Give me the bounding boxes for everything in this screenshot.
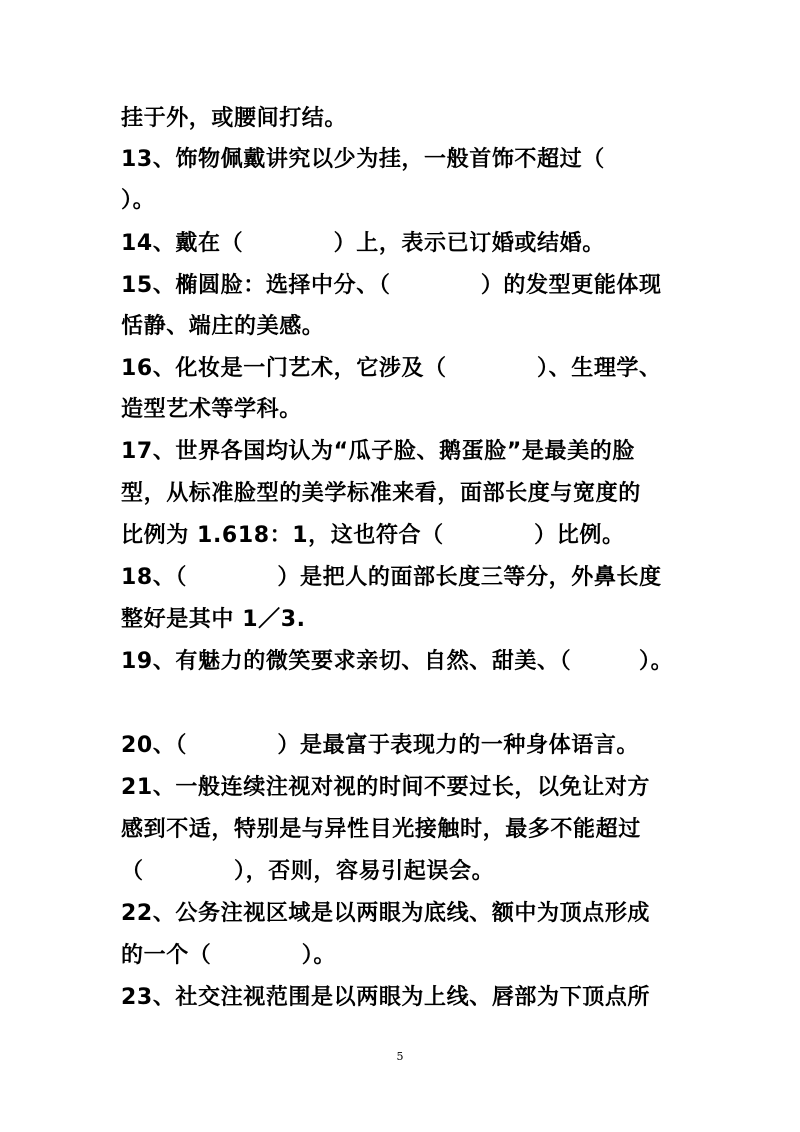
text-line: 挂于外，或腰间打结。 bbox=[121, 106, 348, 131]
text-line: 比例为 1.618：1，这也符合（ ）比例。 bbox=[121, 523, 625, 548]
text-line: 14、戴在（ ）上，表示已订婚或结婚。 bbox=[121, 231, 605, 256]
text-line: 17、世界各国均认为“瓜子脸、鹅蛋脸”是最美的脸 bbox=[121, 439, 635, 464]
text-line: 20、（ ）是最富于表现力的一种身体语言。 bbox=[121, 733, 640, 758]
page-number: 5 bbox=[396, 1050, 404, 1063]
text-line: 恬静、端庄的美感。 bbox=[121, 314, 325, 339]
text-line: 19、有魅力的微笑要求亲切、自然、甜美、（ ）。 bbox=[121, 649, 674, 674]
text-line: 18、（ ）是把人的面部长度三等分，外鼻长度 bbox=[121, 565, 662, 590]
text-line: ）。 bbox=[121, 188, 156, 213]
text-line: 22、公务注视区域是以两眼为底线、额中为顶点形成 bbox=[121, 901, 651, 926]
text-line: 21、一般连续注视对视的时间不要过长，以免让对方 bbox=[121, 775, 651, 800]
text-line: 16、化妆是一门艺术，它涉及（ ）、生理学、 bbox=[121, 356, 662, 381]
text-line: 整好是其中 1／3. bbox=[121, 607, 306, 632]
text-line: 型，从标准脸型的美学标准来看，面部长度与宽度的 bbox=[121, 481, 641, 506]
text-line: 感到不适，特别是与异性目光接触时，最多不能超过 bbox=[121, 817, 641, 842]
text-line: 造型艺术等学科。 bbox=[121, 397, 302, 422]
text-line: （ ），否则，容易引起误会。 bbox=[121, 859, 495, 884]
text-line: 13、饰物佩戴讲究以少为挂，一般首饰不超过（ bbox=[121, 147, 605, 172]
text-line: 15、椭圆脸：选择中分、（ ）的发型更能体现 bbox=[121, 273, 662, 298]
text-line: 23、社交注视范围是以两眼为上线、唇部为下顶点所 bbox=[121, 985, 651, 1010]
text-line: 的一个（ ）。 bbox=[121, 943, 337, 968]
